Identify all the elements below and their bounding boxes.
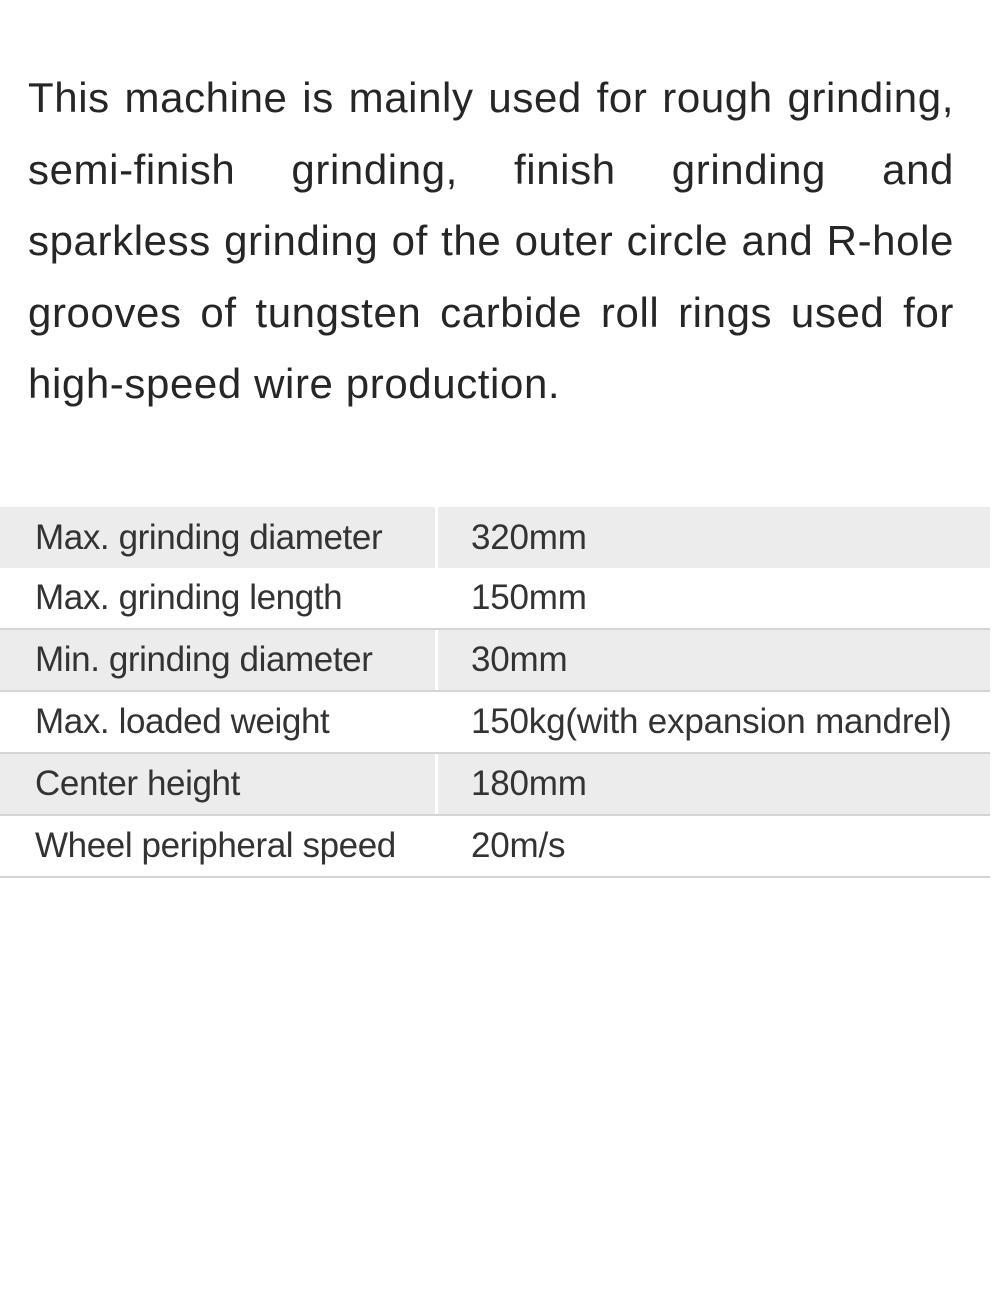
spec-label: Max. grinding diameter bbox=[0, 507, 438, 568]
table-row bbox=[0, 507, 990, 568]
spec-value: 320mm bbox=[471, 517, 587, 557]
table-row bbox=[0, 692, 990, 754]
spec-table bbox=[0, 507, 990, 878]
spec-label: Center height bbox=[0, 754, 438, 814]
spec-value: 180mm bbox=[471, 764, 587, 803]
table-row bbox=[0, 816, 990, 878]
spec-value: 20m/s bbox=[471, 826, 566, 865]
machine-description: This machine is mainly used for rough grinding, semi-finish grinding, finish grinding and sparkless grinding of the outer circle and R-hole grooves of tungsten carbide roll rings used for high-speed wire production. bbox=[28, 74, 954, 407]
table-row bbox=[0, 630, 990, 692]
spec-value: 150mm bbox=[471, 578, 587, 617]
spec-label: Min. grinding diameter bbox=[0, 630, 438, 690]
table-row bbox=[0, 754, 990, 816]
spec-label: Wheel peripheral speed bbox=[35, 826, 396, 865]
spec-value: 150kg(with expansion mandrel) bbox=[471, 702, 952, 741]
table-row bbox=[0, 568, 990, 630]
spec-value: 30mm bbox=[471, 640, 568, 679]
spec-label: Max. loaded weight bbox=[35, 702, 330, 741]
spec-label: Max. grinding length bbox=[35, 578, 343, 617]
